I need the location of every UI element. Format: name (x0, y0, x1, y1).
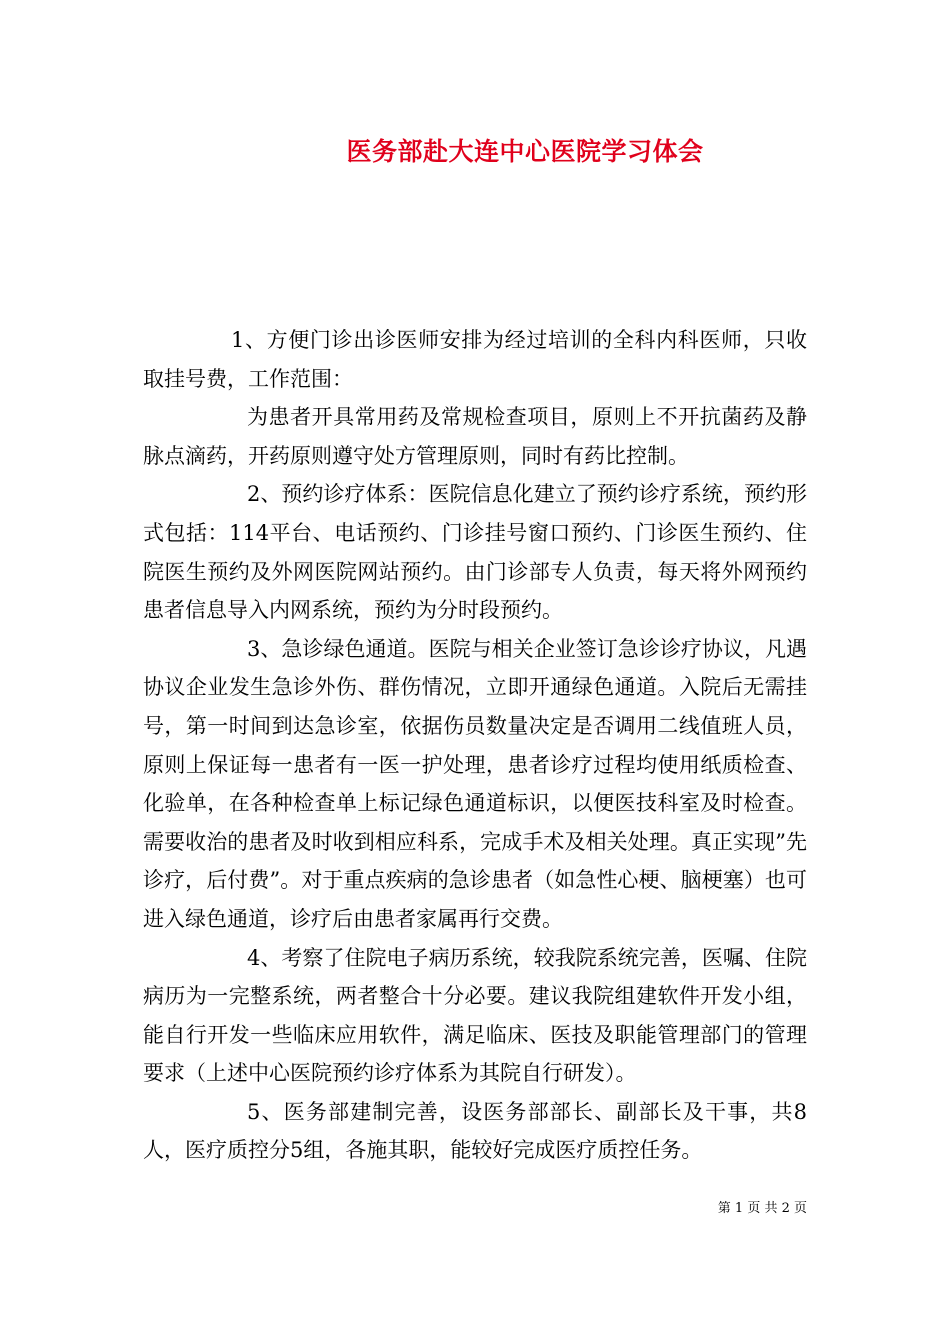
paragraph-1: 1、方便门诊出诊医师安排为经过培训的全科内科医师，只收取挂号费，工作范围： (143, 328, 807, 391)
paragraph-5: 5、医务部建制完善，设医务部部长、副部长及干事，共8人，医疗质控分5组，各施其职，能较好完成医疗质控任务。 (143, 1099, 807, 1163)
paragraph-1-continuation: 为患者开具常用药及常规检查项目，原则上不开抗菌药及静脉点滴药，开药原则遵守处方管理原则，同时有药比控制。 (143, 405, 807, 468)
paragraph-4: 4、考察了住院电子病历系统，较我院系统完善，医嘱、住院病历为一完整系统，两者整合十分必要。建议我院组建软件开发小组，能自行开发一些临床应用软件，满足临床、医技及职能管理部门的管理要求（上述中心医院预约诊疗体系为其院自行研发）。 (143, 945, 807, 1086)
document-body (143, 321, 807, 1170)
document-title: 医务部赴大连中心医院学习体会 (346, 137, 704, 166)
paragraph-3: 3、急诊绿色通道。医院与相关企业签订急诊诊疗协议，凡遇协议企业发生急诊外伤、群伤情况，立即开通绿色通道。入院后无需挂号，第一时间到达急诊室，依据伤员数量决定是否调用二线值班人员，原则上保证每一患者有一医一护处理，患者诊疗过程均使用纸质检查、化验单，在各种检查单上标记绿色通道标识，以便医技科室及时检查。需要收治的患者及时收到相应科系，完成手术及相关处理。真正实现”先诊疗，后付费”。对于重点疾病的急诊患者（如急性心梗、脑梗塞）也可进入绿色通道，诊疗后由患者家属再行交费。 (143, 636, 807, 931)
page-number-footer: 第 1 页 共 2 页 (717, 1201, 807, 1216)
paragraph-2: 2、预约诊疗体系：医院信息化建立了预约诊疗系统，预约形式包括：114平台、电话预约、门诊挂号窗口预约、门诊医生预约、住院医生预约及外网医院网站预约。由门诊部专人负责，每天将外网预约患者信息导入内网系统，预约为分时段预约。 (143, 482, 807, 623)
